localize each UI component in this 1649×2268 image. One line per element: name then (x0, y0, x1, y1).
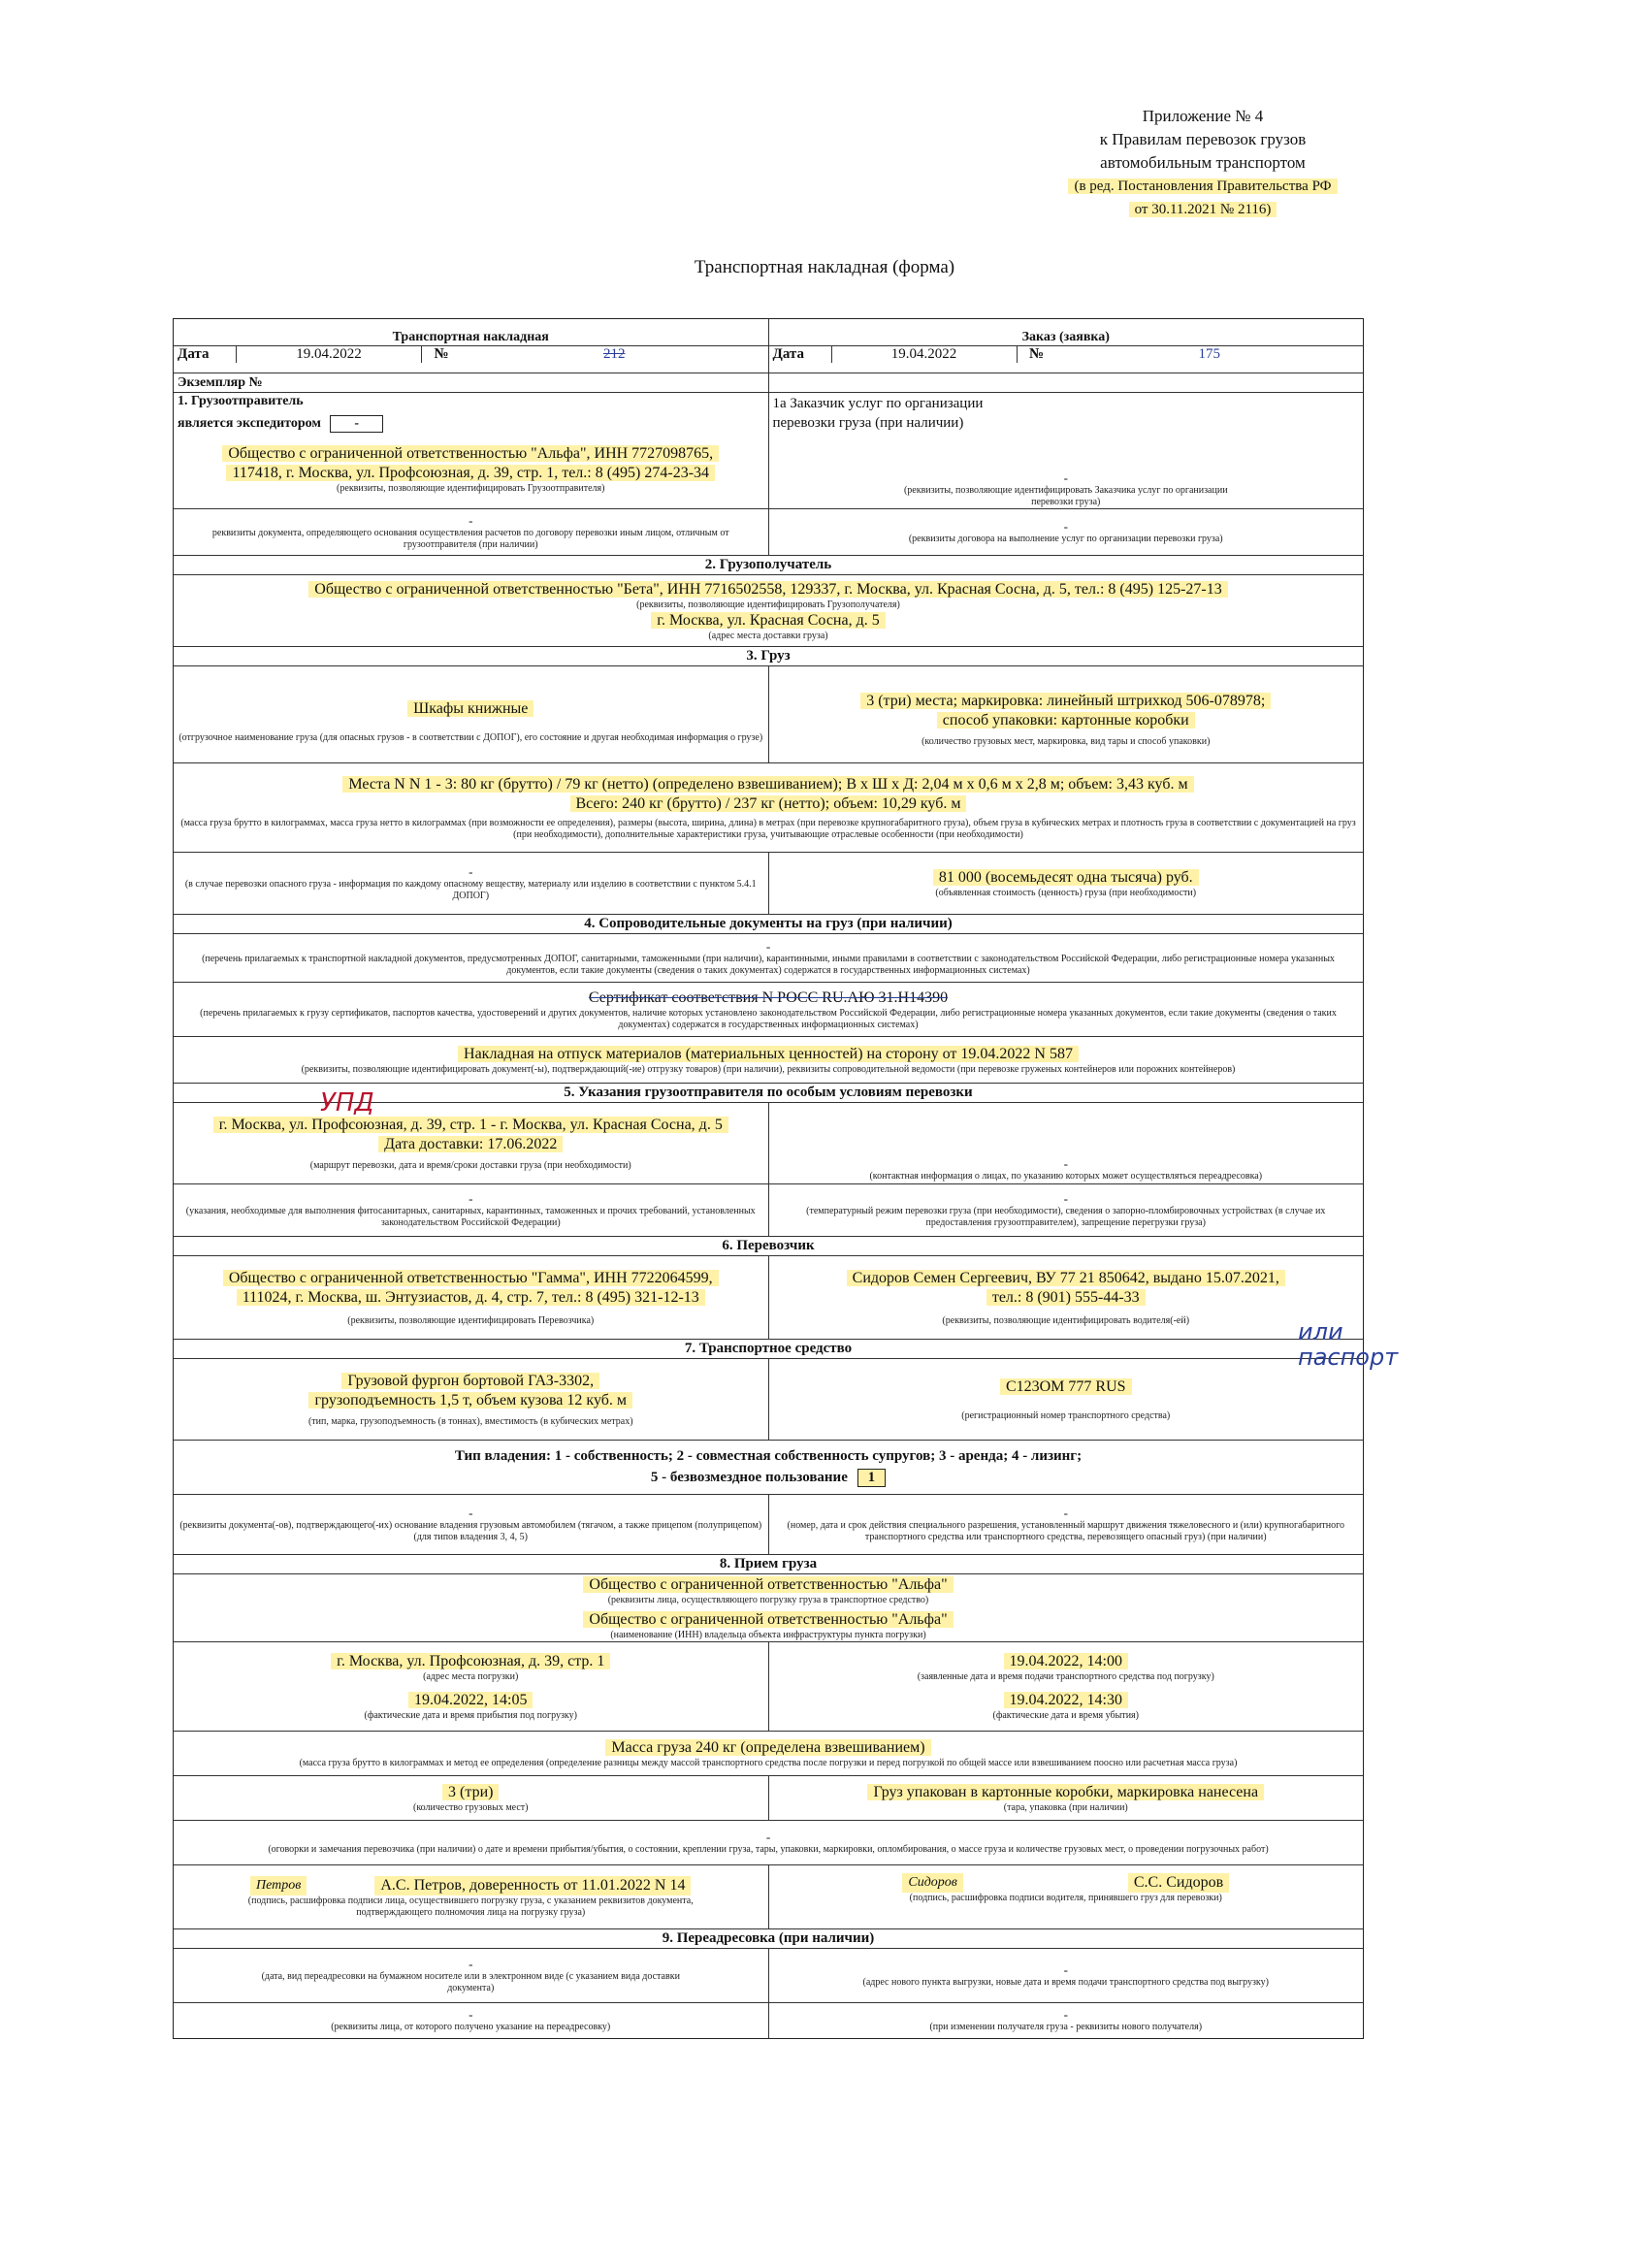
arrival-time: 19.04.2022, 14:05 (408, 1691, 533, 1710)
appendix-line: Приложение № 4 (1142, 107, 1264, 125)
certificate-value: Сертификат соответствия N РОСС RU.АЮ 31.Н14390 (588, 988, 949, 1006)
section-2-title-row (174, 556, 1363, 575)
shipper-block (174, 393, 768, 508)
instructions-block (174, 1184, 768, 1236)
section-4-title: 4. Сопроводительные документы на груз (при наличии) (584, 916, 953, 931)
declared-value-block (768, 853, 1364, 914)
places-package-row (174, 1776, 1363, 1821)
mass-row (174, 763, 1363, 853)
order-block (768, 319, 1364, 373)
mass-line-1: Места N N 1 - 3: 80 кг (брутто) / 79 кг (нетто) (определено взвешиванием); В х Ш х Д: 2,04 м х 0,6 м х 2,8 м; объем: 3,43 куб. м (342, 775, 1193, 794)
ownership-docs-block (174, 1495, 768, 1554)
redirect-date-block (174, 1949, 768, 2002)
temperature-block (768, 1184, 1364, 1236)
section-3-title: 3. Груз (746, 648, 791, 664)
contract-doc (768, 509, 1364, 555)
danger-dash: - (469, 863, 473, 879)
remarks-dash: - (765, 1829, 771, 1844)
vehicle-line-1: Грузовой фургон бортовой ГАЗ-3302, (341, 1372, 599, 1391)
loading-mass-row (174, 1732, 1363, 1776)
handwritten-upd: УПД (320, 1088, 374, 1118)
driver-block (768, 1256, 1364, 1339)
loading-address: г. Москва, ул. Профсоюзная, д. 39, стр. 1 (331, 1652, 610, 1671)
contact-dash: - (1063, 1156, 1068, 1171)
settlement-dash: - (469, 512, 473, 528)
vehicle-block (174, 1359, 768, 1440)
customer-title: 1а Заказчик услуг по организации перевозки груза (при наличии) (772, 396, 984, 431)
places-caption: (количество грузовых мест, маркировка, вид тары и способ упаковки) (922, 735, 1211, 747)
redirect-person-dash: - (469, 2007, 473, 2022)
consignee-caption: (реквизиты, позволяющие идентифицировать Грузополучателя) (636, 599, 900, 610)
departure-caption: (фактические дата и время убытия) (992, 1709, 1139, 1721)
consignee-row (174, 575, 1363, 647)
ownership-docs-caption: (реквизиты документа(-ов), подтверждающего(-их) основание владения грузовым автомобилем (тягачом, а также прицепом (полуприцепом) (для типов владения 3, 4, 5) (179, 1519, 762, 1542)
certificate-row (174, 983, 1363, 1037)
vehicle-line-2: грузоподъемность 1,5 т, объем кузова 12 куб. м (308, 1391, 632, 1410)
loader-sign-name: А.С. Петров, доверенность от 11.01.2022 N 14 (374, 1876, 691, 1895)
loading-places: 3 (три) (442, 1783, 499, 1802)
section-2-title: 2. Грузополучатель (704, 557, 832, 572)
carrier-caption: (реквизиты, позволяющие идентифицировать Перевозчика) (347, 1314, 595, 1326)
section-8-title-row (174, 1555, 1363, 1574)
expeditor-row (178, 415, 383, 433)
section-5-title: 5. Указания грузоотправителя по особым условиям перевозки (564, 1085, 973, 1100)
redirect-recipient-caption: (при изменении получателя груза - реквизиты нового получателя) (929, 2022, 1203, 2032)
redirect-person-caption: (реквизиты лица, от которого получено указание на переадресовку) (331, 2022, 611, 2032)
plate-caption: (регистрационный номер транспортного средства) (961, 1409, 1171, 1421)
redirect-address-block (768, 1949, 1364, 2002)
redirect-recipient-block (768, 2003, 1364, 2038)
date-value: 19.04.2022 (237, 346, 422, 363)
section-7-title: 7. Транспортное средство (684, 1341, 853, 1356)
loading-mass-block (174, 1732, 1363, 1775)
invoice-value: Накладная на отпуск материалов (материальных ценностей) на сторону от 19.04.2022 N 587 (458, 1045, 1079, 1064)
ownership-block (174, 1441, 1363, 1494)
document-title: Транспортная накладная (форма) (694, 257, 955, 277)
instructions-caption: (указания, необходимые для выполнения фитосанитарных, санитарных, карантинных, таможенных и прочих требований, установленных законодательством Российской Федерации) (185, 1205, 756, 1228)
redirect-row-1 (174, 1949, 1363, 2003)
declared-time: 19.04.2022, 14:00 (1004, 1652, 1128, 1671)
danger-block (174, 853, 768, 914)
departure-time: 19.04.2022, 14:30 (1004, 1691, 1128, 1710)
section-9-title-row (174, 1929, 1363, 1949)
loader-caption: (реквизиты лица, осуществляющего погрузку груза в транспортное средство) (607, 1594, 929, 1605)
mass-caption: (масса груза брутто в килограммах, масса груза нетто в килограммах (при возможности ее определения), размеры (высота, ширина, длина) в метрах (при перевозке крупногабаритного груза), объем груза в кубических метрах и плотность груза в соответствии с документацией на груз (при необходимости), дополнительные характеристики груза, учитывающие отраслевые особенности (при необходимости) (180, 817, 1356, 840)
carrier-line-2: 111024, г. Москва, ш. Энтузиастов, д. 4, стр. 7, тел.: 8 (495) 321-12-13 (237, 1288, 705, 1308)
permit-dash: - (1063, 1505, 1068, 1520)
copy-row (174, 373, 1363, 393)
declared-value-caption: (объявленная стоимость (ценность) груза (при необходимости) (935, 887, 1197, 898)
settlement-row (174, 509, 1363, 556)
expeditor-label: является экспедитором (178, 416, 321, 431)
certificate-caption: (перечень прилагаемых к грузу сертификатов, паспортов качества, удостоверений и других документов, наличие которых установлено законодательством Российской Федерации, либо регистрационные номера указанных документов, если такие документы (сведения о таких документах) содержатся в государственных информационных системах) (200, 1007, 1337, 1030)
mass-block (174, 763, 1363, 852)
order-number-label: № (1028, 345, 1045, 362)
consignee-value: Общество с ограниченной ответственностью "Бета", ИНН 7716502558, 129337, г. Москва, ул. Красная Сосна, д. 5, тел.: 8 (495) 125-27-13 (308, 580, 1227, 599)
temperature-dash: - (1063, 1190, 1068, 1206)
loading-places-caption: (количество грузовых мест) (412, 1801, 529, 1813)
waybill-date-row (174, 345, 768, 363)
mass-line-2: Всего: 240 кг (брутто) / 237 кг (нетто); объем: 10,29 куб. м (570, 794, 967, 814)
redirect-date-caption: (дата, вид переадресовки на бумажном носителе или в электронном виде (с указанием вида доставки документа) (261, 1970, 680, 1993)
route-caption: (маршрут перевозки, дата и время/сроки доставки груза (при необходимости) (309, 1159, 631, 1171)
loader-sign-caption: (подпись, расшифровка подписи лица, осуществившего погрузку груза, с указанием реквизитов документа, подтверждающего полномочия лица на погрузку груза) (247, 1895, 694, 1918)
section-4-title-row (174, 915, 1363, 934)
loader-sign-line (250, 1876, 691, 1895)
permit-caption: (номер, дата и срок действия специального разрешения, установленный маршрут движения тяжеловесного и (или) крупногабаритного транспортного средства или транспортного средства, перевозящего опасный груз) (при наличии) (787, 1519, 1344, 1542)
owner-caption: (наименование (ИНН) владельца объекта инфраструктуры пункта погрузки) (610, 1629, 926, 1640)
waybill-label: Транспортная накладная (392, 329, 549, 344)
expeditor-value: - (330, 415, 383, 433)
driver-signature: Сидоров (902, 1873, 963, 1893)
arrival-caption: (фактические дата и время прибытия под погрузку) (364, 1709, 577, 1721)
remarks-caption: (оговорки и замечания перевозчика (при наличии) о дате и времени прибытия/убытия, о состоянии, креплении груза, тары, упаковки, маркировки, опломбирования, о массе груза и количестве грузовых мест, о проведении погрузочных работ) (268, 1843, 1269, 1855)
shipper-caption: (реквизиты, позволяющие идентифицировать Грузоотправителя) (337, 483, 605, 494)
instructions-dash: - (469, 1190, 473, 1206)
ownership-line-2: 5 - безвозмездное пользование 1 (651, 1469, 886, 1487)
docs-row (174, 934, 1363, 983)
route-line-1: г. Москва, ул. Профсоюзная, д. 39, стр. 1 - г. Москва, ул. Красная Сосна, д. 5 (213, 1116, 728, 1135)
package-value: Груз упакован в картонные коробки, маркировка нанесена (867, 1783, 1264, 1802)
order-date-row (769, 345, 1364, 363)
loading-mass-caption: (масса груза брутто в килограммах и метод ее определения (определение разницы между массой транспортного средства после погрузки и перед погрузкой по общей массе или взвешиванием поосно или расчетная масса груза) (299, 1757, 1238, 1768)
loader-sign-block (174, 1865, 768, 1928)
cargo-name-block (174, 666, 768, 762)
driver-caption: (реквизиты, позволяющие идентифицировать водителя(-ей) (942, 1314, 1190, 1326)
contract-dash: - (1063, 518, 1068, 534)
redirect-recipient-dash: - (1063, 2007, 1068, 2022)
top-header-row (174, 319, 1363, 373)
loader-block (174, 1574, 1363, 1641)
waybill-form (173, 318, 1364, 2039)
contract-caption: (реквизиты договора на выполнение услуг по организации перевозки груза) (908, 533, 1223, 544)
permit-block (768, 1495, 1364, 1554)
danger-caption: (в случае перевозки опасного груза - информация по каждому опасному веществу, материалу или изделию в соответствии с пунктом 5.4.1 ДОПОГ) (184, 878, 757, 901)
signatures-row (174, 1865, 1363, 1929)
declared-value: 81 000 (восемьдесят одна тысяча) руб. (933, 868, 1199, 888)
ownership-value: 1 (857, 1469, 887, 1487)
docs-caption: (перечень прилагаемых к транспортной накладной документов, предусмотренных ДОПОГ, санитарными, таможенными (при наличии), карантинными, иными правилами в соответствии с законодательством Российской Федерации, либо регистрационные номера указанных документов, если такие документы (сведения о таких документах) содержатся в государственных информационных системах) (202, 953, 1335, 976)
section-3-title-row (174, 647, 1363, 666)
ownership-docs-dash: - (469, 1505, 473, 1520)
appendix-header (1048, 105, 1358, 221)
temperature-caption: (температурный режим перевозки груза (при необходимости), сведения о запорно-пломбировочных устройствах (в случае их предоставления грузоотправителем), запрещение перегрузки груза) (806, 1205, 1326, 1228)
places-line-2: способ упаковки: картонные коробки (937, 711, 1195, 730)
redirect-address-caption: (адрес нового пункта выгрузки, новые дата и время подачи транспортного средства под выгрузку) (862, 1976, 1269, 1988)
copy-empty (768, 373, 1364, 392)
section-6-title-row (174, 1237, 1363, 1256)
order-date-value: 19.04.2022 (832, 346, 1018, 363)
driver-sign-caption: (подпись, расшифровка подписи водителя, принявшего груз для перевозки) (909, 1893, 1222, 1903)
number-value: 212 (603, 345, 626, 362)
docs-block (174, 934, 1363, 982)
remarks-block (174, 1821, 1363, 1864)
customer-dash: - (1063, 470, 1068, 485)
invoice-row (174, 1037, 1363, 1084)
appendix-line: (в ред. Постановления Правительства РФ (1048, 175, 1358, 198)
delivery-address: г. Москва, ул. Красная Сосна, д. 5 (651, 611, 885, 631)
order-date-label: Дата (769, 346, 832, 363)
shipper-line-2: 117418, г. Москва, ул. Профсоюзная, д. 39, стр. 1, тел.: 8 (495) 274-23-34 (226, 464, 715, 483)
settlement-doc (174, 509, 768, 555)
delivery-address-caption: (адрес места доставки груза) (708, 630, 828, 641)
section-8-title: 8. Прием груза (719, 1556, 818, 1571)
remarks-row (174, 1821, 1363, 1865)
address-time-row (174, 1642, 1363, 1732)
ownership-line-1: Тип владения: 1 - собственность; 2 - совместная собственность супругов; 3 - аренда; 4 - лизинг; (454, 1447, 1083, 1464)
cargo-places-block (768, 666, 1364, 762)
loading-mass: Масса груза 240 кг (определена взвешиванием) (605, 1738, 930, 1758)
section-9-title: 9. Переадресовка (при наличии) (662, 1930, 875, 1946)
carrier-line-1: Общество с ограниченной ответственностью "Гамма", ИНН 7722064599, (223, 1269, 719, 1288)
appendix-line: от 30.11.2021 № 2116) (1048, 198, 1358, 221)
waybill-block (174, 319, 768, 373)
loader-row (174, 1574, 1363, 1642)
driver-sign-line (902, 1873, 1229, 1893)
number-label: № (434, 345, 449, 362)
docs-dash: - (765, 938, 771, 954)
ownership-docs-row (174, 1495, 1363, 1555)
owner-value: Общество с ограниченной ответственностью "Альфа" (583, 1610, 953, 1630)
danger-value-row (174, 853, 1363, 915)
handwritten-passport: или паспорт (1298, 1318, 1399, 1371)
cargo-name: Шкафы книжные (407, 699, 534, 719)
redirect-address-dash: - (1063, 1961, 1068, 1977)
contact-block (768, 1103, 1364, 1183)
consignee-block (174, 575, 1363, 646)
section-1-title: 1. Грузоотправитель (178, 394, 304, 408)
package-caption: (тара, упаковка (при наличии) (1003, 1801, 1128, 1813)
order-label: Заказ (заявка) (1021, 329, 1110, 344)
loader-value: Общество с ограниченной ответственностью "Альфа" (583, 1575, 953, 1595)
appendix-line: автомобильным транспортом (1100, 153, 1306, 172)
loading-places-block (174, 1776, 768, 1820)
redirect-date-dash: - (469, 1956, 473, 1971)
plate-block (768, 1359, 1364, 1440)
contact-caption: (контактная информация о лицах, по указанию которых может осуществляться переадресовка) (869, 1171, 1263, 1182)
plate-value: С123ОМ 777 RUS (1000, 1377, 1132, 1397)
appendix-line: к Правилам перевозок грузов (1099, 130, 1307, 148)
declared-time-caption: (заявленные дата и время подачи транспортного средства под погрузку) (917, 1670, 1214, 1682)
cargo-name-caption: (отгрузочное наименование груза (для опасных грузов - в соответствии с ДОПОГ), его состояние и другая необходимая информация о грузе) (178, 731, 763, 743)
route-line-2: Дата доставки: 17.06.2022 (378, 1135, 563, 1154)
customer-caption: (реквизиты, позволяющие идентифицировать Заказчика услуг по организации перевозки груза) (903, 485, 1228, 507)
loading-address-block (174, 1642, 768, 1731)
driver-sign-name: С.С. Сидоров (1128, 1873, 1229, 1893)
copy-label: Экземпляр № (178, 374, 263, 390)
carrier-block (174, 1256, 768, 1339)
carrier-row (174, 1256, 1363, 1340)
shipper-line-1: Общество с ограниченной ответственностью "Альфа", ИНН 7727098765, (222, 444, 719, 464)
driver-line-1: Сидоров Семен Сергеевич, ВУ 77 21 850642, выдано 15.07.2021, (847, 1269, 1285, 1288)
order-number-value: 175 (1198, 345, 1220, 362)
invoice-caption: (реквизиты, позволяющие идентифицировать документ(-ы), подтверждающий(-ие) отгрузку товаров) (при наличии), реквизиты сопроводительной ведомости (при перевозке груженых контейнеров или порожних контейнеров) (301, 1063, 1236, 1075)
ownership-row (174, 1441, 1363, 1495)
redirect-person-block (174, 2003, 768, 2038)
driver-sign-block (768, 1865, 1364, 1928)
invoice-block (174, 1037, 1363, 1083)
section-7-title-row (174, 1340, 1363, 1359)
driver-line-2: тел.: 8 (901) 555-44-33 (986, 1288, 1146, 1308)
certificate-block (174, 983, 1363, 1036)
loader-signature: Петров (250, 1876, 307, 1895)
cargo-row (174, 666, 1363, 763)
date-label: Дата (174, 346, 237, 363)
instructions-row (174, 1184, 1363, 1237)
declared-time-block (768, 1642, 1364, 1731)
package-block (768, 1776, 1364, 1820)
route-block (174, 1103, 768, 1183)
loading-address-caption: (адрес места погрузки) (423, 1670, 519, 1682)
section-6-title: 6. Перевозчик (722, 1238, 815, 1253)
section-1-row (174, 393, 1363, 509)
customer-block (768, 393, 1364, 508)
redirect-row-2 (174, 2003, 1363, 2038)
settlement-caption: реквизиты документа, определяющего основания осуществления расчетов по договору перевозки иным лицом, отличным от грузоотправителя (при наличии) (211, 527, 729, 550)
vehicle-caption: (тип, марка, грузоподъемность (в тоннах), вместимость (в кубических метрах) (307, 1415, 633, 1427)
vehicle-row (174, 1359, 1363, 1441)
places-line-1: 3 (три) места; маркировка: линейный штрихкод 506-078978; (860, 692, 1271, 711)
